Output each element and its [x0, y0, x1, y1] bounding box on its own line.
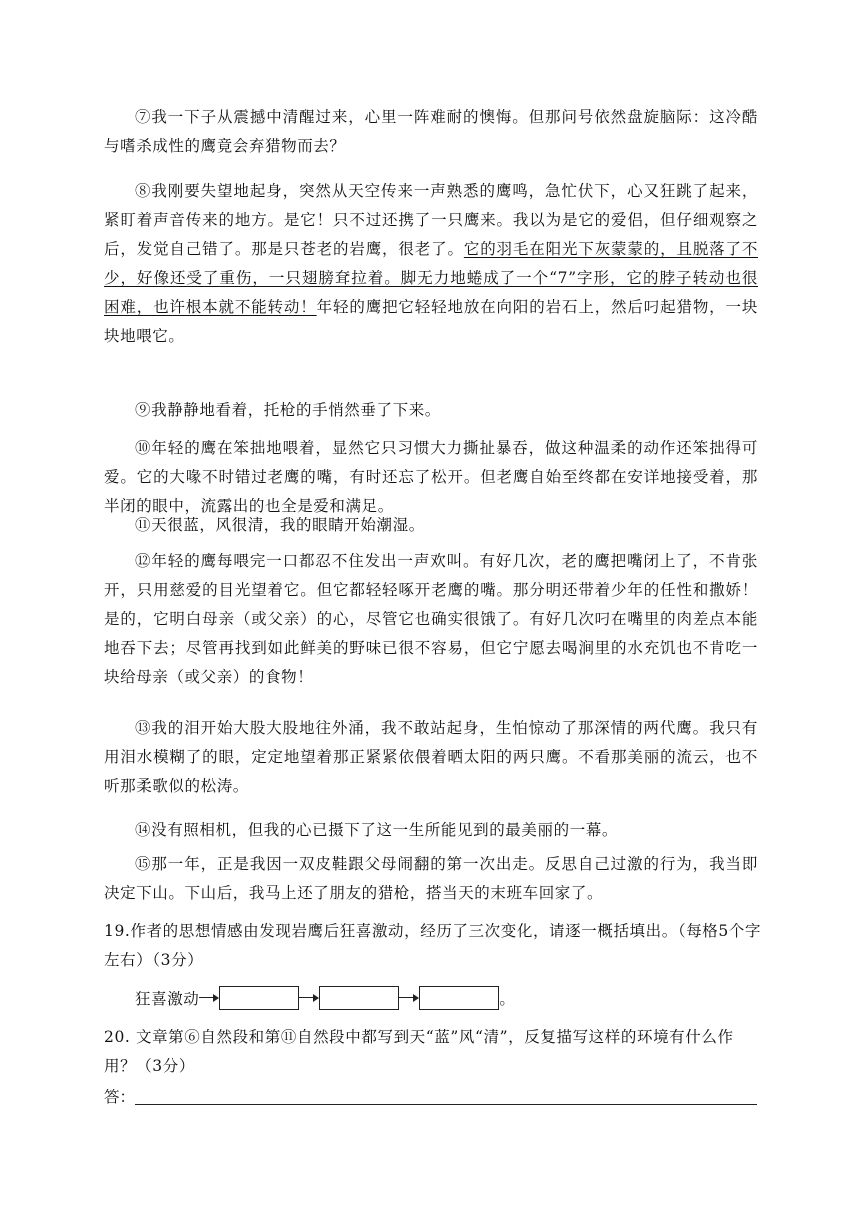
answer-box-1[interactable] [219, 986, 299, 1010]
question-20: 20. 文章第⑥自然段和第⑪自然段中都写到天“蓝”风“清”，反复描写这样的环境有什么作用？（3分） [104, 1028, 734, 1075]
paragraph-14: ⑭没有照相机，但我的心已摄下了这一生所能见到的最美丽的一幕。 [135, 821, 619, 839]
paragraph-8-ending: 年轻的鹰把它轻轻地放在向阳的岩石上，然后叼起猎物，一块块地喂它。 [104, 298, 758, 345]
arrow-right-icon [299, 986, 319, 1010]
flow-end-period: 。 [499, 990, 516, 1008]
paragraph-10: ⑩年轻的鹰在笨拙地喂着，显然它只习惯大力撕扯暴吞，做这种温柔的动作还笨拙得可爱。它的大喙不时错过老鹰的嘴，有时还忘了松开。但老鹰自始至终都在安详地接受着，那半闭的眼中，流露出的也全是爱和满足。 [104, 439, 758, 515]
paragraph-12: ⑫年轻的鹰每喂完一口都忍不住发出一声欢叫。有好几次，老的鹰把嘴闭上了，不肯张开，只用慈爱的目光望着它。但它都轻轻啄开老鹰的嘴。那分明还带着少年的任性和撒娇！是的，它明白母亲（或父亲）的心，尽管它也确实很饿了。有好几次叼在嘴里的肉差点本能地吞下去；尽管再找到如此鲜美的野味已很不容易，但它宁愿去喝涧里的水充饥也不肯吃一块给母亲（或父亲）的食物！ [104, 552, 758, 686]
answer-label: 答： [104, 1088, 136, 1106]
answer-box-3[interactable] [419, 986, 499, 1010]
paragraph-9: ⑨我静静地看着，托枪的手悄然垂了下来。 [135, 401, 441, 419]
emotion-flow [135, 986, 516, 1010]
paragraph-8 [104, 177, 758, 351]
answer-line[interactable] [135, 1104, 757, 1105]
arrow-right-icon [199, 986, 219, 1010]
paragraph-15: ⑮那一年，正是我因一双皮鞋跟父母闹翻的第一次出走。反思自己过激的行为，我当即决定下山。下山后，我马上还了朋友的猎枪，搭当天的末班车回家了。 [104, 855, 758, 902]
flow-start-label: 狂喜激动 [135, 990, 200, 1008]
paragraph-11: ⑪天很蓝，风很清，我的眼睛开始潮湿。 [135, 516, 425, 534]
question-19: 19.作者的思想情感由发现岩鹰后狂喜激动，经历了三次变化，请逐一概括填出。（每格5个字左右）（3分） [104, 922, 762, 969]
paragraph-13: ⑬我的泪开始大股大股地往外涌，我不敢站起身，生怕惊动了那深情的两代鹰。我只有用泪水模糊了的眼，定定地望着那正紧紧依偎着晒太阳的两只鹰。不看那美丽的流云，也不听那柔歌似的松涛。 [104, 719, 758, 795]
underlined-passage: 它的羽毛在阳光下灰蒙蒙的，且脱落了不少，好像还受了重伤，一只翅膀耷拉着。脚无力地蜷成了一个“7”字形，它的脖子转动也很困难，也许根本就不能转动！ [104, 240, 758, 316]
arrow-right-icon [399, 986, 419, 1010]
answer-box-2[interactable] [319, 986, 399, 1010]
paragraph-8-text: ⑧我刚要失望地起身，突然从天空传来一声熟悉的鹰鸣，急忙伏下，心又狂跳了起来，紧盯着声音传来的地方。是它！只不过还携了一只鹰来。我以为是它的爱侣，但仔细观察之后，发觉自己错了。那是只苍老的岩鹰，很老了。 [104, 182, 758, 258]
paragraph-7: ⑦我一下子从震撼中清醒过来，心里一阵难耐的懊悔。但那问号依然盘旋脑际：这冷酷与嗜杀成性的鹰竟会弃猎物而去？ [104, 108, 758, 155]
